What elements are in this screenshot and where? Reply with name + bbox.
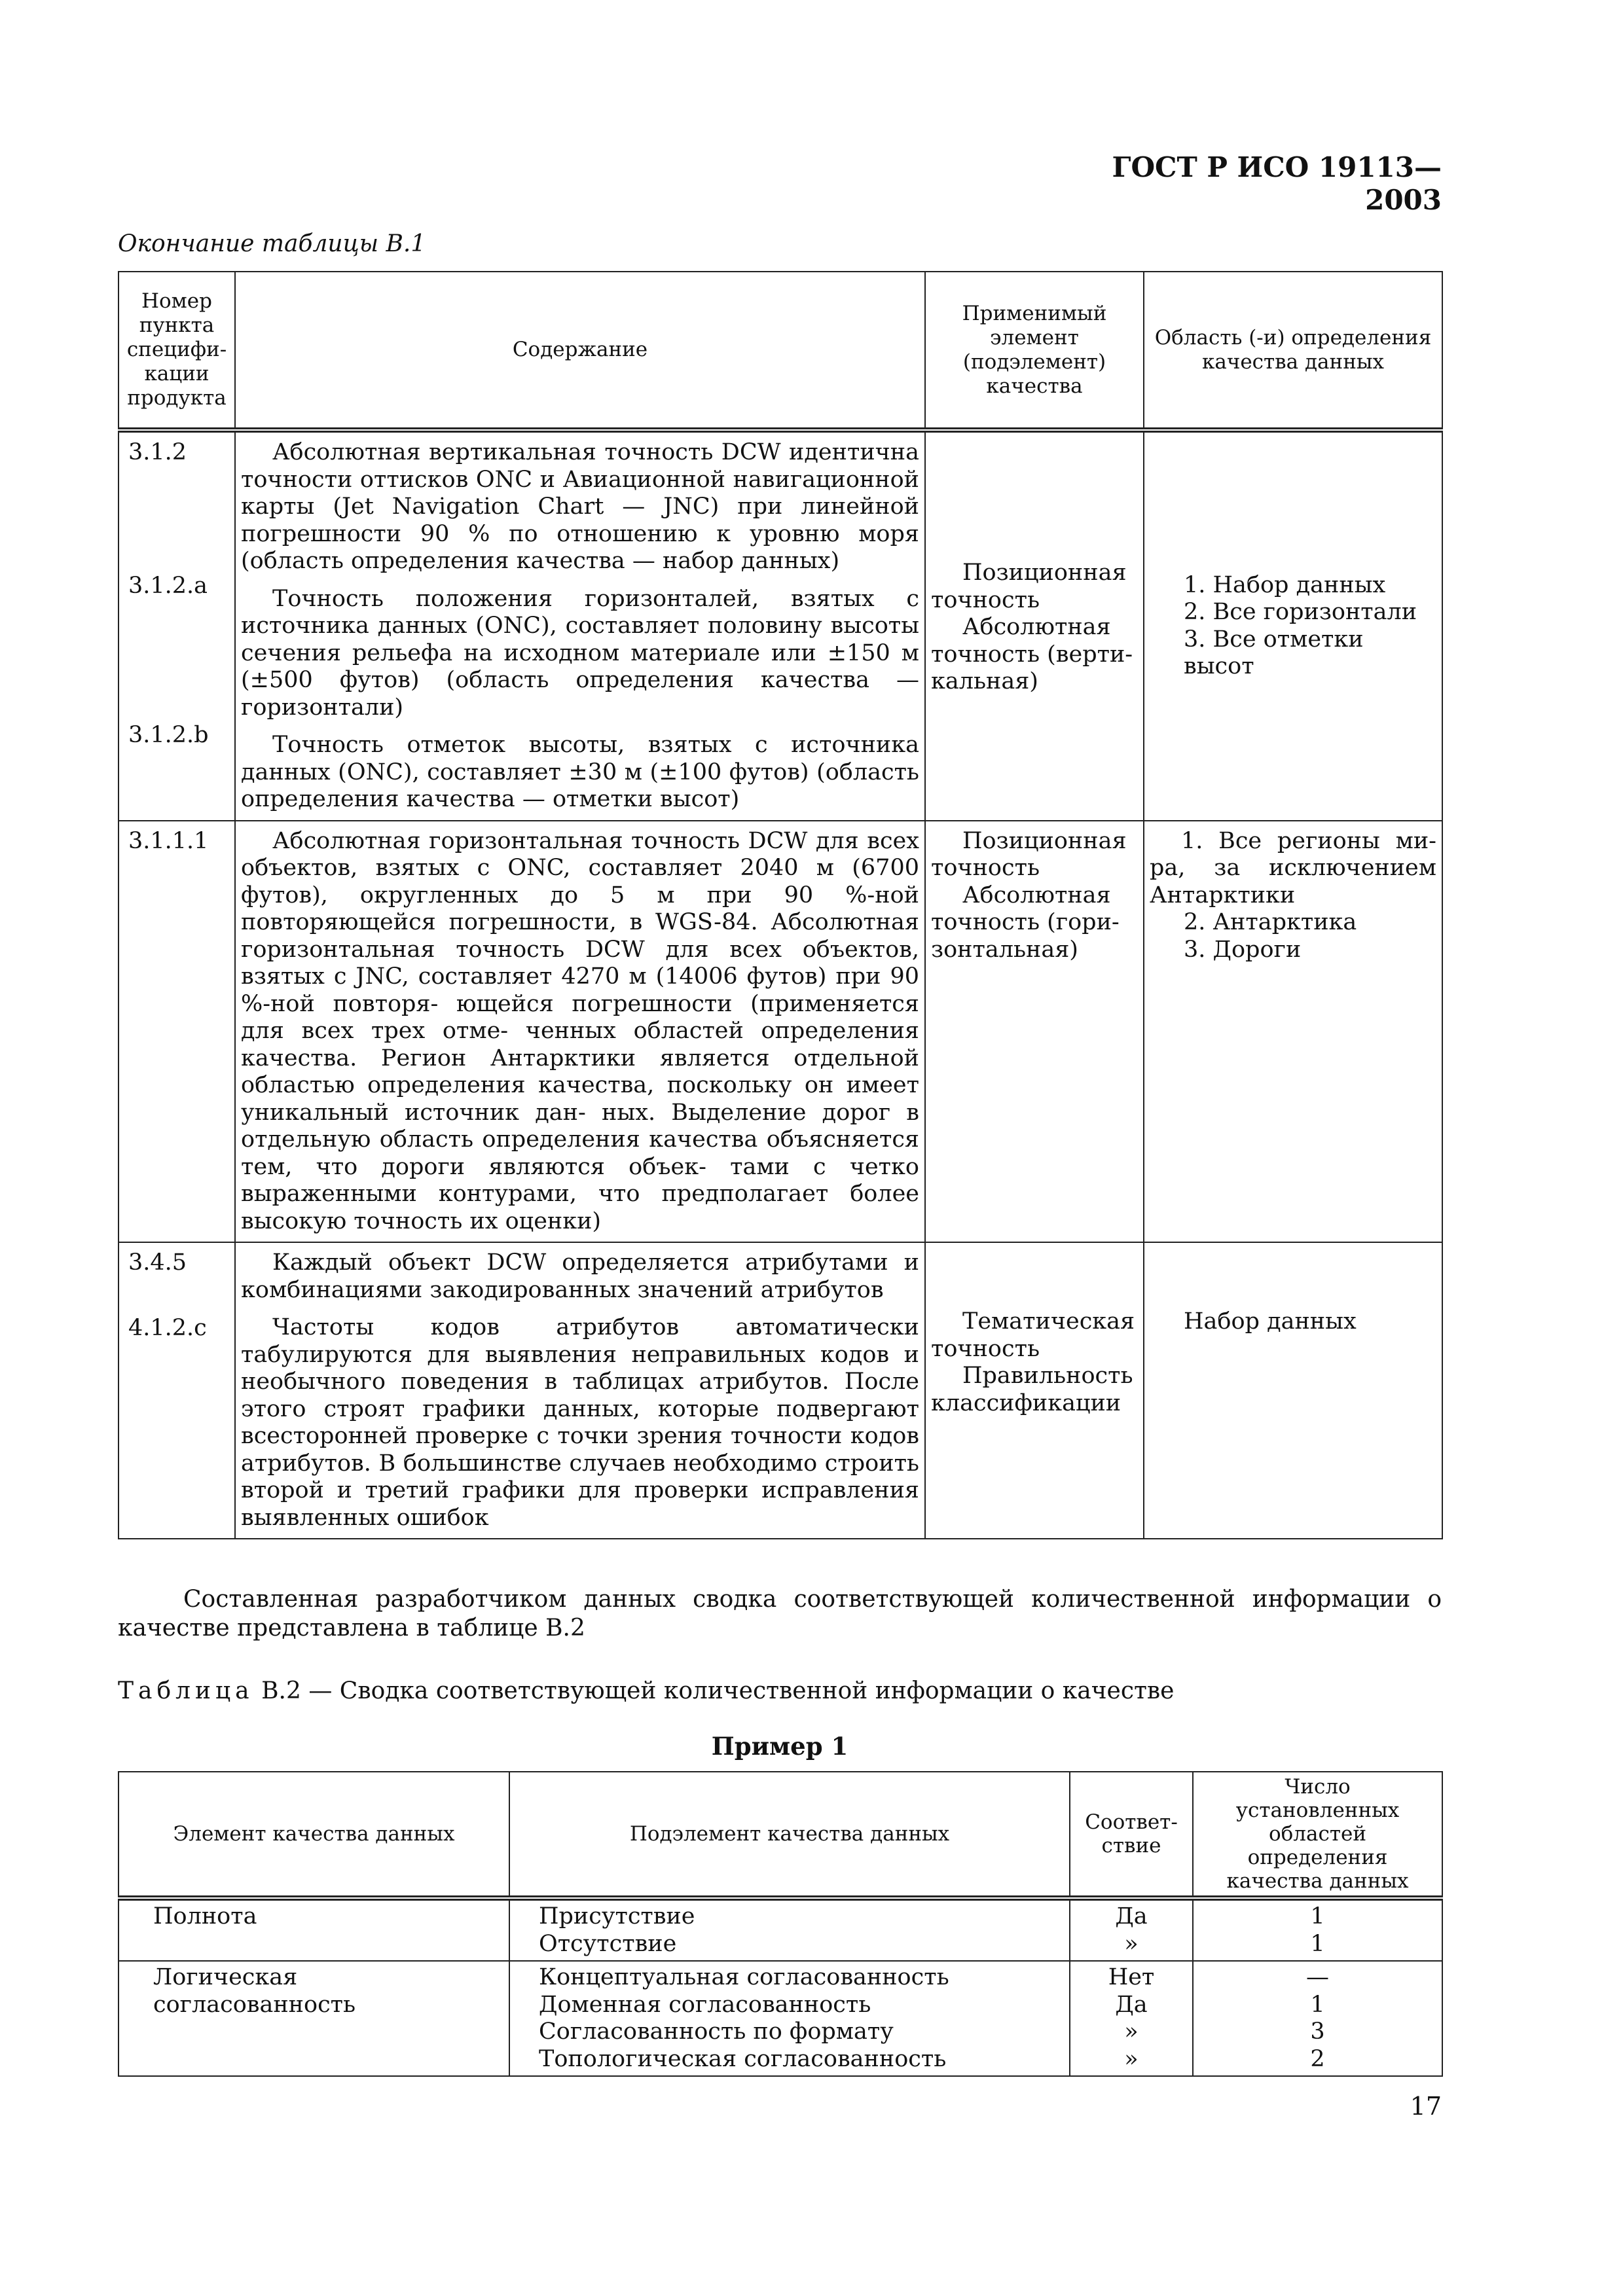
element-thematic: Тематическая точность — [931, 1308, 1135, 1362]
content-3-4-5: Каждый объект DCW определяется атрибутами и комбинациями закодированных значений атрибутов — [241, 1249, 919, 1303]
count-item: 1 — [1310, 1930, 1325, 1957]
subelement-item: Концептуальная согласованность — [539, 1964, 949, 1990]
conformance-item: Нет — [1108, 1964, 1155, 1990]
area-item: 3. Все отметки высот — [1184, 626, 1364, 680]
count-cell — [1193, 1898, 1442, 1961]
conformance-cell — [1070, 1961, 1193, 2076]
count-item: 1 — [1310, 1903, 1325, 1929]
page-number: 17 — [1410, 2092, 1442, 2121]
table-b2-header-row — [119, 1772, 1442, 1898]
header-conformance: Соответ- ствие — [1070, 1772, 1193, 1898]
row-area — [1144, 430, 1442, 821]
subelement-classification: Правильность классификации — [931, 1363, 1133, 1416]
count-item: — — [1306, 1964, 1329, 1990]
header-content: Содержание — [235, 272, 925, 430]
num-3-1-2-a: 3.1.2.a — [128, 573, 208, 599]
table-row — [119, 430, 1442, 821]
element-positional: Позиционная точность — [931, 827, 1127, 881]
area-item: 1. Набор данных — [1184, 571, 1386, 598]
table-word: Таблица — [118, 1677, 254, 1704]
element-cell: Логическая согласованность — [119, 1961, 509, 2076]
subelement-absolute-vertical: Абсолютная точность (верти- кальная) — [931, 614, 1133, 694]
subelement-item: Топологическая согласованность — [539, 2045, 947, 2072]
header-num: Номер пункта специфи- кации продукта — [119, 272, 235, 430]
conformance-item: » — [1124, 2045, 1139, 2072]
row-num — [119, 430, 235, 821]
subelement-item: Доменная согласованность — [539, 1991, 871, 2018]
count-item: 1 — [1310, 1991, 1325, 2018]
count-item: 3 — [1310, 2018, 1325, 2045]
header-element: Применимый элемент (подэлемент) качества — [925, 272, 1144, 430]
subelement-cell — [509, 1961, 1070, 2076]
num-3-4-5: 3.4.5 — [128, 1249, 187, 1276]
header-count: Число установленных областей определения качества данных — [1193, 1772, 1442, 1898]
table-b2-caption — [118, 1677, 1174, 1706]
row-element — [925, 821, 1144, 1243]
row-content — [235, 1242, 925, 1539]
content-3-1-2: Абсолютная вертикальная точность DCW идентична точности оттисков ONC и Авиационной навигационной карты (Jet Navigation Chart — JNC) при линейной погрешности 90 % по отношению к уровню моря (область определения качества — набор данных) — [241, 439, 919, 574]
num-3-1-2-b: 3.1.2.b — [128, 722, 209, 748]
area-item: 2. Все горизонтали — [1184, 599, 1417, 626]
example-heading: Пример 1 — [711, 1732, 848, 1761]
summary-paragraph: Составленная разработчиком данных сводка соответствующей количественной информации о качестве представлена в таблице В.2 — [118, 1586, 1442, 1641]
subelement-item: Присутствие — [539, 1903, 695, 1929]
table-row — [119, 1898, 1442, 1961]
element-cell: Полнота — [119, 1898, 509, 1961]
element-positional: Позиционная точность — [931, 560, 1127, 613]
table-b1-caption: Окончание таблицы В.1 — [118, 230, 426, 257]
table-row — [119, 1242, 1442, 1539]
table-b1-header-row — [119, 272, 1442, 430]
header-element: Элемент качества данных — [119, 1772, 509, 1898]
row-num: 3.1.1.1 — [119, 821, 235, 1243]
subelement-item: Согласованность по формату — [539, 2018, 894, 2045]
num-3-1-2: 3.1.2 — [128, 439, 187, 465]
table-b1 — [118, 271, 1443, 1539]
conformance-item: » — [1124, 2018, 1139, 2045]
row-content: Абсолютная горизонтальная точность DCW для всех объектов, взятых с ONC, составляет 2040 м (6700 футов), округленных до 5 м при 90 %-ной повторяющейся погрешности, в WGS-84. Абсолютная горизонтальная точность DCW для всех объектов, взятых с JNC, составляет 4270 м (14006 футов) при 90 %-ной повторя- ющейся погрешности (применяется для всех трех отме- ченных областей определения качества. Регион Антарктики является отдельной областью определения качества, поскольку он имеет уникальный источник дан- ных. Выделение дорог в отдельную область определения качества объясняется тем, что дороги являются объек- тами с четко выраженными контурами, что предполагает более высокую точность их оценки) — [235, 821, 925, 1243]
row-content — [235, 430, 925, 821]
row-element — [925, 430, 1144, 821]
table-b2 — [118, 1771, 1443, 2077]
row-num — [119, 1242, 235, 1539]
area-item: 2. Антарктика — [1184, 909, 1357, 935]
subelement-absolute-horizontal: Абсолютная точность (гори- зонтальная) — [931, 882, 1120, 963]
area-item: 1. Все регионы ми- ра, за исключением Антарктики — [1150, 827, 1436, 908]
count-cell — [1193, 1961, 1442, 2076]
standard-header: ГОСТ Р ИСО 19113—2003 — [1112, 151, 1442, 216]
content-3-1-2-a: Точность положения горизонталей, взятых с источника данных (ONC), составляет половину высоты сечения рельефа на исходном материале или ±150 м (±500 футов) (область определения качества — горизонтали) — [241, 585, 919, 721]
row-area — [1144, 821, 1442, 1243]
num-4-1-2-c: 4.1.2.c — [128, 1315, 207, 1341]
row-area — [1144, 1242, 1442, 1539]
table-row — [119, 821, 1442, 1243]
subelement-cell — [509, 1898, 1070, 1961]
count-item: 2 — [1310, 2045, 1325, 2072]
area-item: Набор данных — [1184, 1308, 1357, 1335]
conformance-item: » — [1124, 1930, 1139, 1957]
subelement-item: Отсутствие — [539, 1930, 677, 1957]
conformance-item: Да — [1115, 1991, 1148, 2018]
header-subelement: Подэлемент качества данных — [509, 1772, 1070, 1898]
conformance-cell — [1070, 1898, 1193, 1961]
header-area: Область (-и) определения качества данных — [1144, 272, 1442, 430]
content-3-1-2-b: Точность отметок высоты, взятых с источника данных (ONC), составляет ±30 м (±100 футов) (область определения качества — отметки высот) — [241, 732, 919, 812]
content-4-1-2-c: Частоты кодов атрибутов автоматически табулируются для выявления неправильных кодов и необычного поведения в таблицах атрибутов. После этого строят графики данных, которые подвергают всесторонней проверке с точки зрения точности кодов атрибутов. В большинстве случаев необходимо строить второй и третий графики для проверки исправления выявленных ошибок — [241, 1314, 919, 1531]
conformance-item: Да — [1115, 1903, 1148, 1929]
table-row — [119, 1961, 1442, 2076]
area-item: 3. Дороги — [1184, 936, 1302, 963]
row-element — [925, 1242, 1144, 1539]
table-b2-title: В.2 — Сводка соответствующей количественной информации о качестве — [261, 1677, 1175, 1704]
